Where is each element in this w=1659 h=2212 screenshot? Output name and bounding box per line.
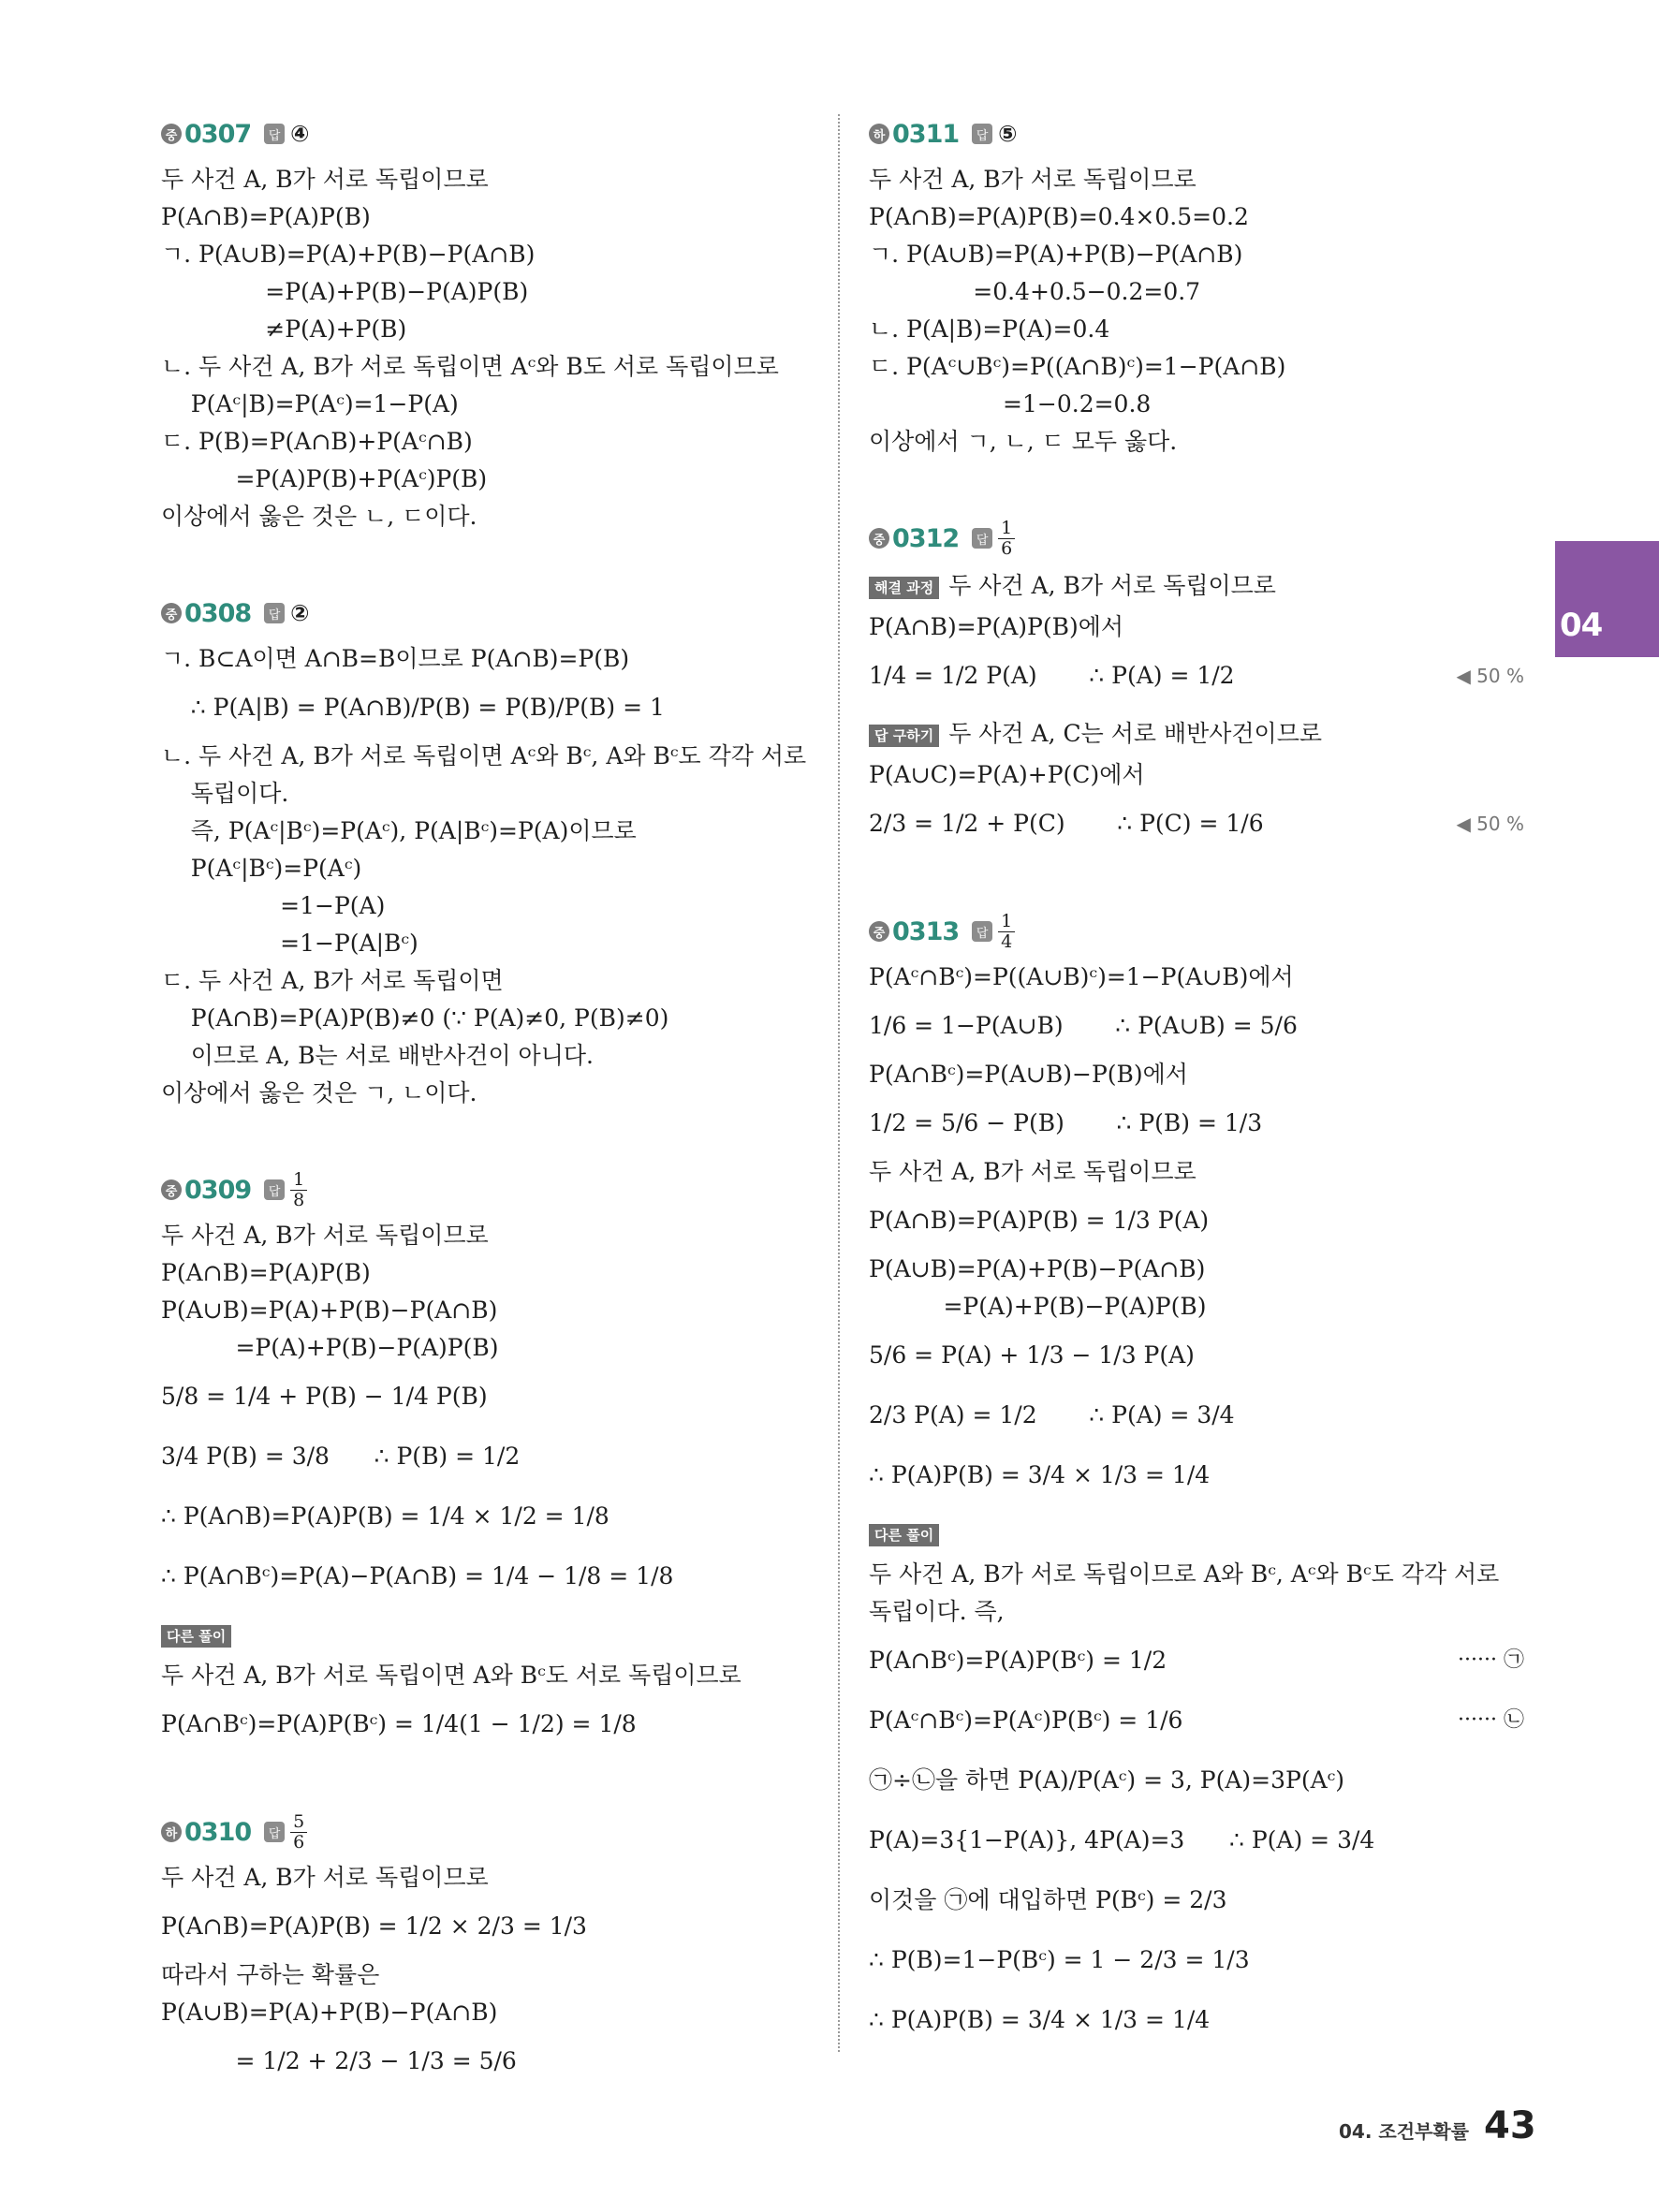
solution-text: =P(A)+P(B)−P(A)P(B) [161, 278, 529, 305]
problem-number: 0313 [892, 916, 960, 946]
answer-mark: 답 [264, 1822, 285, 1842]
solution-line [869, 1593, 1524, 1631]
problem-block [869, 114, 1524, 461]
answer-numerator: 5 [290, 1812, 307, 1833]
solution-text: P(A∪B)=P(A)+P(B)−P(A∩B) [161, 1296, 498, 1324]
problem-block [161, 1812, 807, 2091]
answer-fraction [290, 1812, 307, 1853]
solution-text: ∴ P(A|B) = P(A∩B)/P(B) = P(B)/P(B) = 1 [161, 694, 665, 721]
solution-line [869, 348, 1524, 386]
solution-line [161, 1367, 807, 1427]
answer-value: ② [290, 600, 310, 626]
solution-text: P(Aᶜ|Bᶜ)=P(Aᶜ) [161, 855, 362, 882]
solution-line [161, 850, 807, 887]
solution-line [161, 311, 807, 348]
solution-text: P(A∩Bᶜ)=P(A∪B)−P(B)에서 [869, 1061, 1188, 1088]
solution-text: 1/2 = 5/6 − P(B) ∴ P(B) = 1/3 [869, 1109, 1263, 1136]
solution-text: ㉠÷㉡을 하면 P(A)/P(Aᶜ) = 3, P(A)=3P(Aᶜ) [869, 1766, 1345, 1794]
solution-line [161, 386, 807, 423]
solution-line [161, 1487, 807, 1546]
solution-line [869, 1930, 1524, 1990]
solution-tag: 다른 풀이 [869, 1524, 939, 1546]
solution-line [869, 567, 1524, 605]
solution-line [161, 423, 807, 461]
solution-text: ㄴ. 두 사건 A, B가 서로 독립이면 Aᶜ와 Bᶜ, A와 Bᶜ도 각각 서로 [161, 742, 807, 769]
solution-text: ≠P(A)+P(B) [161, 315, 407, 343]
solution-line [161, 198, 807, 236]
solution-text: ㄱ. P(A∪B)=P(A)+P(B)−P(A∩B) [869, 241, 1243, 268]
problem-number: 0308 [184, 598, 252, 628]
solution-line [869, 715, 1524, 753]
solution-text: 두 사건 A, B가 서로 독립이므로 [948, 572, 1276, 599]
solution-text: ∴ P(A)P(B) = 3/4 × 1/3 = 1/4 [869, 1461, 1211, 1488]
solution-line [869, 1288, 1524, 1326]
solution-line [869, 794, 1524, 854]
solution-line [869, 1751, 1524, 1810]
solution-text: 이상에서 옳은 것은 ㄱ, ㄴ이다. [161, 1079, 477, 1106]
solution-text: ∴ P(A∩B)=P(A)P(B) = 1/4 × 1/2 = 1/8 [161, 1502, 609, 1530]
solution-text: P(A∩B)=P(A)P(B) [161, 203, 371, 230]
answer-mark: 답 [264, 603, 285, 623]
solution-line [161, 1657, 807, 1694]
solution-line [161, 1994, 807, 2031]
problem-block [161, 114, 807, 535]
solution-text: P(A∩B)=P(A)P(B) [161, 1259, 371, 1286]
solution-line [161, 887, 807, 925]
column-divider [838, 114, 840, 2052]
answer-denominator: 8 [293, 1189, 305, 1210]
solution-text: 두 사건 A, B가 서로 독립이므로 [869, 166, 1197, 193]
solution-line [869, 1251, 1524, 1288]
solution-text: 1/6 = 1−P(A∪B) ∴ P(A∪B) = 5/6 [869, 1012, 1298, 1039]
solution-line [161, 925, 807, 962]
difficulty-badge: 하 [161, 1822, 182, 1842]
solution-line [161, 775, 807, 813]
problem-block [869, 519, 1524, 854]
solution-text: 두 사건 A, B가 서로 독립이므로 [161, 166, 489, 193]
problem-number: 0311 [892, 119, 960, 149]
solution-text: 이상에서 ㄱ, ㄴ, ㄷ 모두 옳다. [869, 428, 1178, 455]
solution-line [869, 236, 1524, 273]
problem-header [869, 519, 1524, 558]
solution-text: 두 사건 A, B가 서로 독립이므로 [161, 1864, 489, 1891]
solution-text: 즉, P(Aᶜ|Bᶜ)=P(Aᶜ), P(A|Bᶜ)=P(A)이므로 [161, 817, 637, 844]
difficulty-badge: 중 [869, 921, 889, 942]
solution-tag: 답 구하기 [869, 725, 939, 747]
solution-line [161, 348, 807, 386]
solution-line [869, 273, 1524, 311]
answer-fraction [998, 519, 1015, 559]
solution-text: P(A∩B)=P(A)P(B)에서 [869, 613, 1124, 640]
answer-denominator: 4 [1001, 930, 1013, 952]
solution-line [869, 1191, 1524, 1251]
problem-block [161, 1170, 807, 1754]
solution-line [869, 1385, 1524, 1445]
solution-line [869, 1990, 1524, 2050]
solution-text: P(A∩Bᶜ)=P(A)P(Bᶜ) = 1/4(1 − 1/2) = 1/8 [161, 1710, 637, 1737]
solution-text: 독립이다. [161, 780, 289, 807]
difficulty-badge: 중 [161, 603, 182, 623]
solution-text: P(A∪C)=P(A)+P(C)에서 [869, 761, 1145, 788]
answer-value: ④ [290, 121, 310, 147]
answer-numerator: 1 [998, 519, 1015, 539]
left-column [161, 114, 807, 2149]
solution-line [161, 498, 807, 535]
difficulty-badge: 중 [161, 1179, 182, 1200]
answer-numerator: 1 [290, 1170, 307, 1191]
solution-line [869, 646, 1524, 706]
solution-text: ㄴ. P(A|B)=P(A)=0.4 [869, 315, 1110, 343]
answer-fraction [998, 912, 1015, 952]
difficulty-badge: 중 [161, 124, 182, 144]
solution-line [161, 1292, 807, 1329]
solution-text: ㄱ. P(A∪B)=P(A)+P(B)−P(A∩B) [161, 241, 536, 268]
solution-line [869, 1556, 1524, 1593]
solution-text: =1−0.2=0.8 [869, 390, 1152, 417]
solution-line [161, 1329, 807, 1367]
solution-line [869, 1153, 1524, 1191]
solution-line [869, 423, 1524, 461]
solution-text: 이므로 A, B는 서로 배반사건이 아니다. [161, 1042, 594, 1069]
solution-text: ㄷ. P(Aᶜ∪Bᶜ)=P((A∩B)ᶜ)=1−P(A∩B) [869, 353, 1286, 380]
solution-line [161, 813, 807, 850]
solution-line [161, 640, 807, 678]
solution-text: P(Aᶜ|B)=P(Aᶜ)=1−P(A) [161, 390, 459, 417]
solution-text: =1−P(A) [161, 892, 386, 919]
solution-line [869, 756, 1524, 794]
problem-number: 0307 [184, 119, 252, 149]
solution-text: P(A)=3{1−P(A)}, 4P(A)=3 ∴ P(A) = 3/4 [869, 1826, 1375, 1853]
answer-mark: 답 [972, 124, 992, 144]
solution-line [161, 1427, 807, 1487]
solution-line [869, 1093, 1524, 1153]
solution-text: ㄱ. B⊂A이면 A∩B=B이므로 P(A∩B)=P(B) [161, 645, 630, 672]
page-number: 43 [1484, 2104, 1536, 2147]
problem-header [869, 114, 1524, 154]
solution-text: P(Aᶜ∩Bᶜ)=P((A∪B)ᶜ)=1−P(A∪B)에서 [869, 963, 1294, 990]
solution-text: ∴ P(A∩Bᶜ)=P(A)−P(A∩B) = 1/4 − 1/8 = 1/8 [161, 1562, 674, 1589]
solution-text: 두 사건 A, B가 서로 독립이면 A와 Bᶜ도 서로 독립이므로 [161, 1662, 741, 1689]
solution-line [161, 461, 807, 498]
solution-line [869, 311, 1524, 348]
solution-line [161, 2031, 807, 2091]
equation-marker: ······ ㉠ [1458, 1648, 1524, 1672]
solution-text: 두 사건 A, C는 서로 배반사건이므로 [948, 720, 1323, 747]
solution-text: 1/4 = 1/2 P(A) ∴ P(A) = 1/2 [869, 662, 1235, 689]
solution-line [161, 1037, 807, 1075]
problem-number: 0310 [184, 1817, 252, 1847]
problem-block [869, 912, 1524, 2050]
solution-text: ㄴ. 두 사건 A, B가 서로 독립이면 Aᶜ와 B도 서로 독립이므로 [161, 353, 779, 380]
solution-text: P(Aᶜ∩Bᶜ)=P(Aᶜ)P(Bᶜ) = 1/6 [869, 1707, 1183, 1734]
answer-mark: 답 [972, 528, 992, 549]
solution-text: 5/8 = 1/4 + P(B) − 1/4 P(B) [161, 1383, 488, 1410]
footer-chapter: 04. 조건부확률 [1339, 2120, 1469, 2143]
solution-text: 두 사건 A, B가 서로 독립이므로 [161, 1222, 489, 1249]
solution-text: 2/3 = 1/2 + P(C) ∴ P(C) = 1/6 [869, 810, 1264, 837]
solution-line [161, 1616, 807, 1653]
score-percent: ◀ 50 % [1456, 665, 1524, 687]
score-percent: ◀ 50 % [1456, 813, 1524, 835]
solution-line [161, 678, 807, 738]
solution-line [869, 1515, 1524, 1552]
problem-number: 0309 [184, 1175, 252, 1205]
answer-value: ⑤ [998, 121, 1018, 147]
solution-text: 독립이다. 즉, [869, 1598, 1005, 1625]
solution-line [161, 1956, 807, 1994]
answer-numerator: 1 [998, 912, 1015, 932]
solution-line [161, 962, 807, 1000]
solution-line [161, 1254, 807, 1292]
solution-line [161, 161, 807, 198]
difficulty-badge: 중 [869, 528, 889, 549]
solution-line [161, 273, 807, 311]
solution-text: 3/4 P(B) = 3/8 ∴ P(B) = 1/2 [161, 1443, 521, 1470]
problem-header [161, 1170, 807, 1209]
solution-text: ㄷ. P(B)=P(A∩B)+P(Aᶜ∩B) [161, 428, 473, 455]
page-footer [1339, 2104, 1536, 2147]
solution-line [869, 1870, 1524, 1930]
solution-text: =1−P(A|Bᶜ) [161, 930, 418, 957]
solution-line [869, 1631, 1524, 1691]
equation-marker: ······ ㉡ [1458, 1708, 1524, 1732]
difficulty-badge: 하 [869, 124, 889, 144]
solution-line [869, 1326, 1524, 1385]
problem-number: 0312 [892, 523, 960, 553]
problem-header [161, 593, 807, 633]
problem-header [161, 1812, 807, 1852]
solution-text: P(A∪B)=P(A)+P(B)−P(A∩B) [869, 1255, 1206, 1282]
solution-line [869, 1056, 1524, 1093]
problem-header [161, 114, 807, 154]
answer-mark: 답 [972, 921, 992, 942]
problem-header [869, 912, 1524, 951]
solution-line [869, 386, 1524, 423]
right-column [869, 114, 1524, 2108]
solution-text: =P(A)+P(B)−P(A)P(B) [161, 1334, 499, 1361]
solution-line [161, 1694, 807, 1754]
chapter-tab-label: 04 [1560, 607, 1603, 644]
answer-mark: 답 [264, 1179, 285, 1200]
solution-line [161, 1000, 807, 1037]
problem-block [161, 593, 807, 1112]
solution-line [869, 1691, 1524, 1751]
solution-text: ∴ P(B)=1−P(Bᶜ) = 1 − 2/3 = 1/3 [869, 1946, 1250, 1973]
solution-text: P(A∩B)=P(A)P(B)≠0 (∵ P(A)≠0, P(B)≠0) [161, 1004, 669, 1032]
solution-text: P(A∩B)=P(A)P(B) = 1/2 × 2/3 = 1/3 [161, 1912, 587, 1940]
solution-line [869, 161, 1524, 198]
solution-line [869, 1445, 1524, 1505]
solution-text: 이상에서 옳은 것은 ㄴ, ㄷ이다. [161, 503, 477, 530]
solution-line [161, 236, 807, 273]
answer-mark: 답 [264, 124, 285, 144]
solution-text: P(A∩Bᶜ)=P(A)P(Bᶜ) = 1/2 [869, 1647, 1167, 1674]
solution-line [161, 1075, 807, 1112]
solution-tag: 해결 과정 [869, 577, 939, 599]
solution-text: 2/3 P(A) = 1/2 ∴ P(A) = 3/4 [869, 1401, 1235, 1428]
solution-text: 5/6 = P(A) + 1/3 − 1/3 P(A) [869, 1341, 1195, 1369]
solution-line [161, 1217, 807, 1254]
answer-denominator: 6 [293, 1831, 305, 1853]
solution-text: P(A∪B)=P(A)+P(B)−P(A∩B) [161, 1999, 498, 2026]
solution-text: ∴ P(A)P(B) = 3/4 × 1/3 = 1/4 [869, 2006, 1211, 2033]
solution-line [161, 1859, 807, 1897]
solution-line [869, 198, 1524, 236]
solution-text: P(A∩B)=P(A)P(B) = 1/3 P(A) [869, 1207, 1210, 1234]
answer-denominator: 6 [1001, 537, 1013, 559]
solution-text: =P(A)P(B)+P(Aᶜ)P(B) [161, 465, 488, 492]
solution-line [161, 1897, 807, 1956]
solution-text: =0.4+0.5−0.2=0.7 [869, 278, 1201, 305]
solution-line [869, 1810, 1524, 1870]
solution-text: P(A∩B)=P(A)P(B)=0.4×0.5=0.2 [869, 203, 1249, 230]
answer-fraction [290, 1170, 307, 1210]
solution-text: 이것을 ㉠에 대입하면 P(Bᶜ) = 2/3 [869, 1886, 1227, 1913]
solution-line [161, 738, 807, 775]
solution-line [161, 1546, 807, 1606]
solution-line [869, 959, 1524, 996]
solution-text: 두 사건 A, B가 서로 독립이므로 [869, 1158, 1197, 1185]
solution-text: ㄷ. 두 사건 A, B가 서로 독립이면 [161, 967, 504, 994]
solution-text: =P(A)+P(B)−P(A)P(B) [869, 1293, 1207, 1320]
solution-tag: 다른 풀이 [161, 1625, 231, 1648]
solution-line [869, 608, 1524, 646]
solution-text: = 1/2 + 2/3 − 1/3 = 5/6 [161, 2047, 517, 2074]
solution-text: 따라서 구하는 확률은 [161, 1961, 380, 1988]
solution-text: 두 사건 A, B가 서로 독립이므로 A와 Bᶜ, Aᶜ와 Bᶜ도 각각 서로 [869, 1560, 1500, 1588]
solution-line [869, 996, 1524, 1056]
